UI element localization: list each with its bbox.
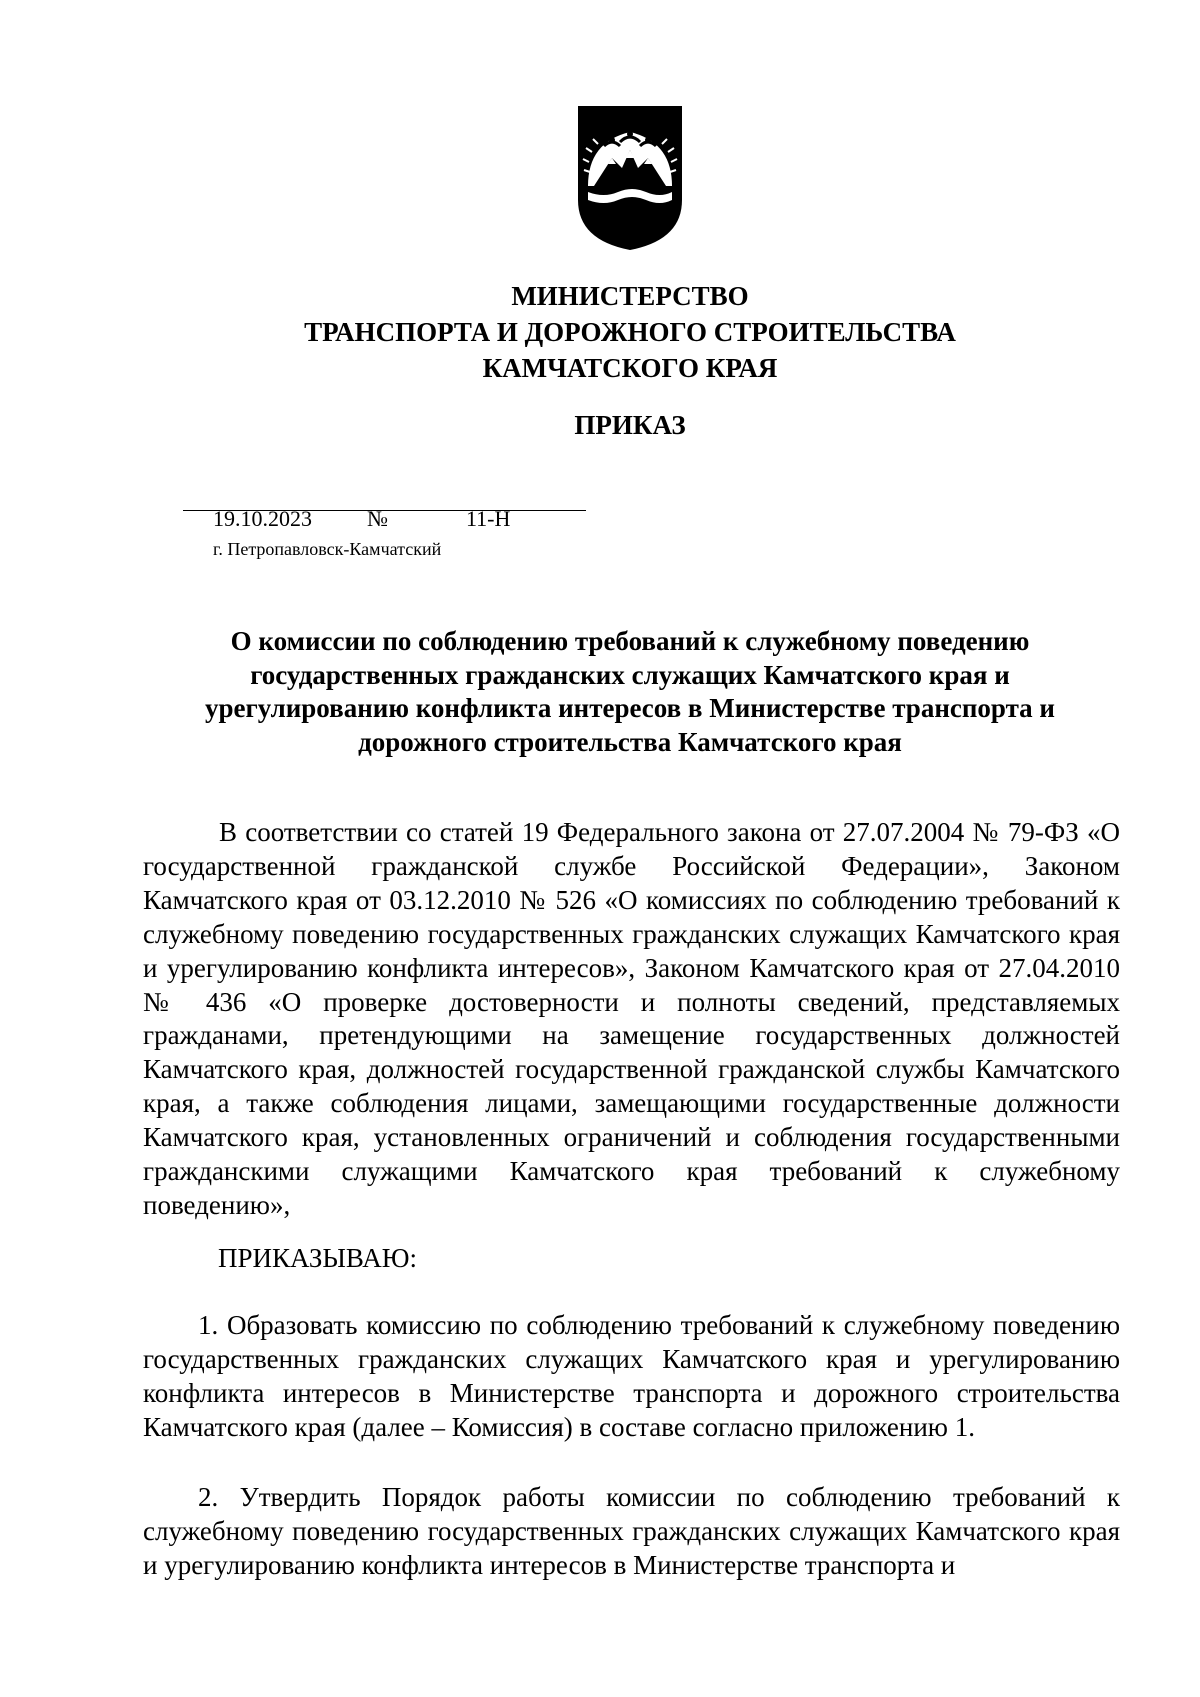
ministry-line-3: КАМЧАТСКОГО КРАЯ	[482, 353, 778, 383]
order-item-1: 1. Образовать комиссию по соблюдению требований к служебному поведению государственных гражданских служащих Камчатского края и урегулированию конфликта интересов в Министерстве транспорта и дорожного строительства Камчатского края (далее – Комиссия) в составе согласно приложению 1.	[143, 1310, 1120, 1442]
order-date: 19.10.2023	[213, 506, 312, 531]
document-type: ПРИКАЗ	[574, 410, 686, 440]
preamble-paragraph: В соответствии со статей 19 Федерального закона от 27.07.2004 № 79-ФЗ «О государственной гражданской службе Российской Федерации», Законом Камчатского края от 03.12.2010 № 526 «О комиссиях по соблюдению требований к служебному поведению государственных гражданских служащих Камчатского края и урегулированию конфликта интересов», Законом Камчатского края от 27.04.2010 № 436 «О проверке достоверности и полноты сведений, представляемых гражданами, претендующими на замещение государственных должностей Камчатского края, должностей государственной гражданской службы Камчатского края, а также соблюдения лицами, замещающими государственные должности Камчатского края, установленных ограничений и соблюдения государственными гражданскими служащими Камчатского края требований к служебному поведению»,	[143, 817, 1120, 1220]
order-item-2: 2. Утвердить Порядок работы комиссии по соблюдению требований к служебному поведению государственных гражданских служащих Камчатского края и урегулированию конфликта интересов в Министерстве транспорта и	[143, 1482, 1120, 1580]
order-subject: О комиссии по соблюдению требований к служебному поведению государственных гражданских служащих Камчатского края и урегулированию конфликта интересов в Министерстве транспорта и дорожного строительства Камчатского края	[205, 626, 1055, 758]
order-word: ПРИКАЗЫВАЮ:	[218, 1243, 417, 1273]
number-sign: №	[367, 506, 388, 531]
order-number: 11-Н	[466, 506, 511, 531]
ministry-name	[200, 278, 1060, 386]
issue-city: г. Петропавловск-Камчатский	[213, 539, 442, 559]
kamchatka-coat-of-arms-icon	[574, 102, 686, 252]
ministry-line-2: ТРАНСПОРТА И ДОРОЖНОГО СТРОИТЕЛЬСТВА	[304, 317, 956, 347]
ministry-line-1: МИНИСТЕРСТВО	[511, 281, 749, 311]
